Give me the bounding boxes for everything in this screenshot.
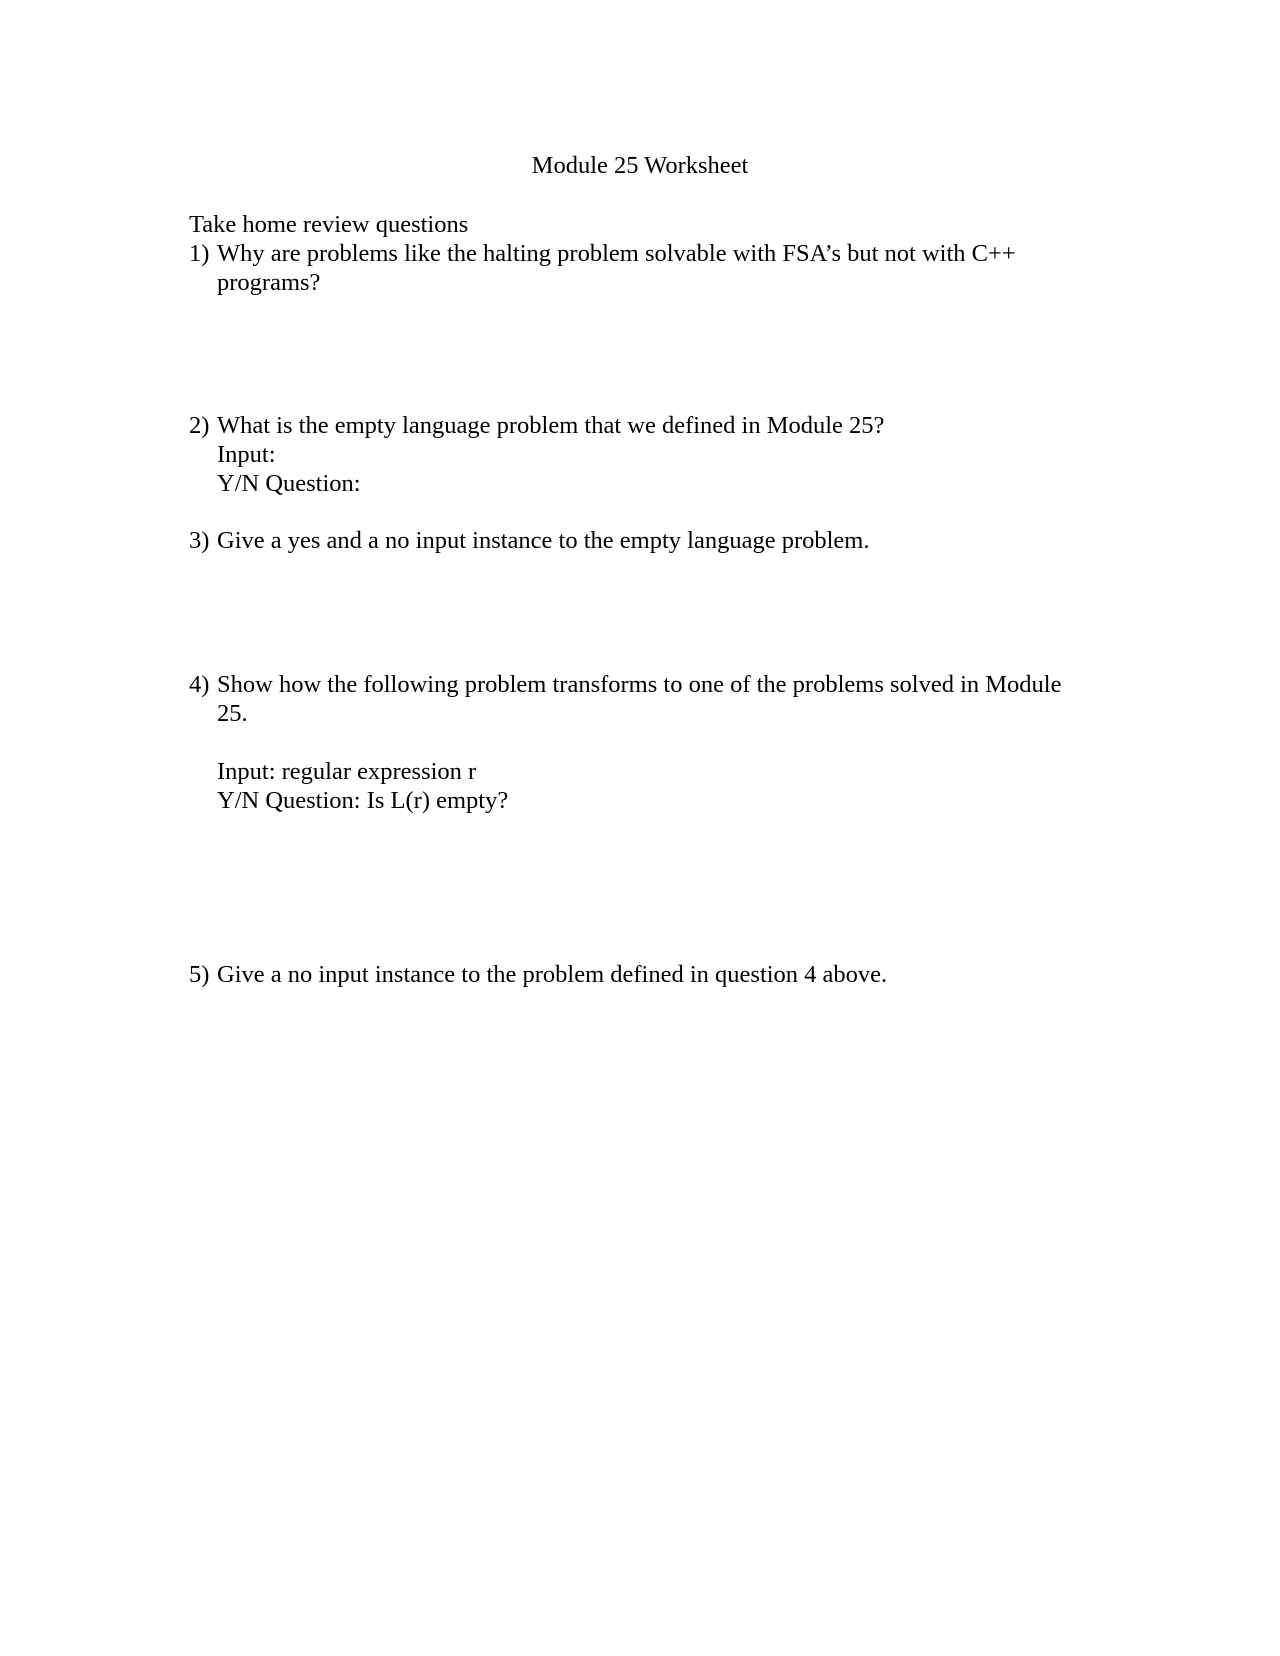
question-4 bbox=[189, 670, 1061, 699]
question-3-text: Give a yes and a no input instance to the empty language problem. bbox=[217, 527, 870, 554]
question-3-number: 3) bbox=[189, 527, 210, 554]
question-4-yn-question: Y/N Question: Is L(r) empty? bbox=[217, 787, 509, 814]
question-1-number: 1) bbox=[189, 240, 210, 267]
question-1-continuation: programs? bbox=[217, 269, 321, 296]
question-1 bbox=[189, 239, 1016, 268]
question-2 bbox=[189, 411, 884, 440]
question-2-yn-label: Y/N Question: bbox=[217, 470, 361, 497]
question-5-text: Give a no input instance to the problem defined in question 4 above. bbox=[217, 961, 888, 988]
intro-text: Take home review questions bbox=[189, 211, 469, 238]
question-2-text: What is the empty language problem that we defined in Module 25? bbox=[217, 412, 885, 439]
question-5-number: 5) bbox=[189, 961, 210, 988]
question-2-number: 2) bbox=[189, 412, 210, 439]
question-4-number: 4) bbox=[189, 671, 210, 698]
page-title: Module 25 Worksheet bbox=[531, 152, 749, 179]
question-2-input-label: Input: bbox=[217, 441, 276, 468]
question-4-input: Input: regular expression r bbox=[217, 758, 477, 785]
question-4-text: Show how the following problem transforms to one of the problems solved in Module bbox=[217, 671, 1062, 698]
question-4-continuation: 25. bbox=[217, 700, 248, 727]
question-1-text: Why are problems like the halting problem solvable with FSA’s but not with C++ bbox=[217, 240, 1016, 267]
question-3 bbox=[189, 526, 869, 555]
question-5 bbox=[189, 960, 887, 989]
